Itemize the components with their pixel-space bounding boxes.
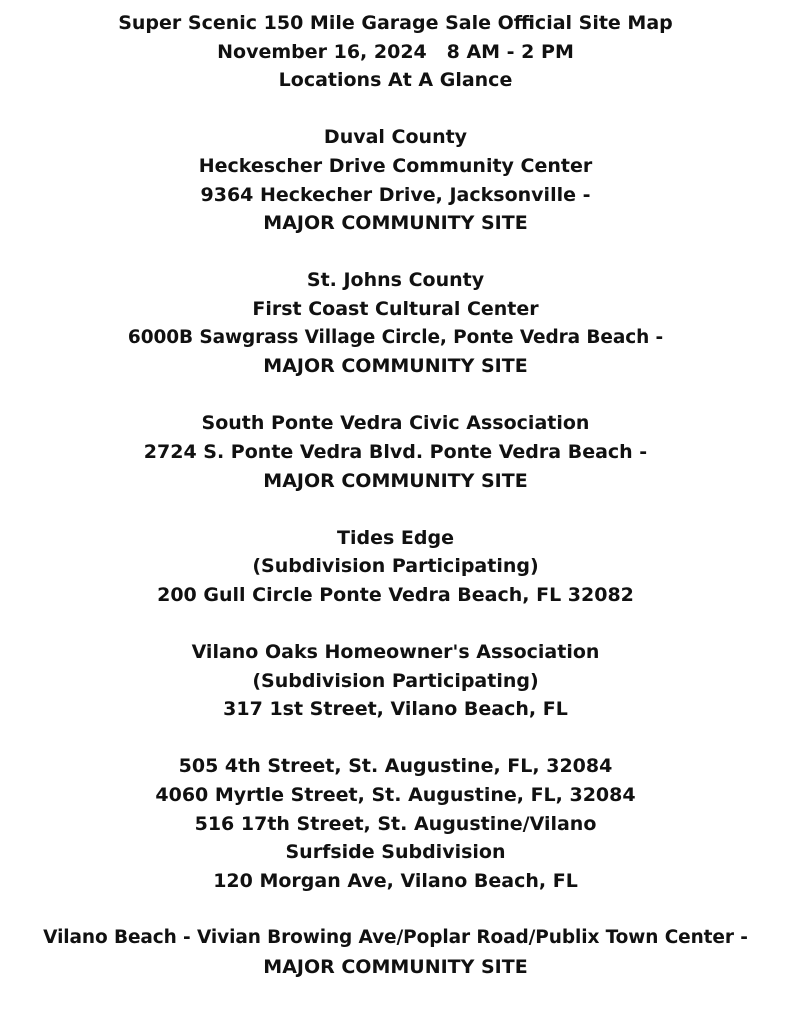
spacer	[0, 381, 791, 410]
site-address: 516 17th Street, St. Augustine/Vilano	[194, 812, 597, 835]
site-address: 6000B Sawgrass Village Circle, Ponte Vedra Beach -	[127, 326, 664, 348]
site-name: Tides Edge	[337, 526, 454, 549]
site-address: 120 Morgan Ave, Vilano Beach, FL	[213, 869, 578, 892]
spacer	[0, 95, 791, 124]
site-tag: MAJOR COMMUNITY SITE	[263, 955, 528, 978]
site-tag: MAJOR COMMUNITY SITE	[263, 469, 528, 492]
spacer	[0, 895, 791, 924]
site-name: Heckescher Drive Community Center	[198, 154, 593, 177]
site-name: South Ponte Vedra Civic Association	[201, 412, 590, 435]
site-note: (Subdivision Participating)	[252, 669, 539, 692]
site-address: 317 1st Street, Vilano Beach, FL	[223, 698, 568, 721]
site-address: Vilano Beach - Vivian Browing Ave/Poplar Road/Publix Town Center -	[43, 927, 748, 948]
site-address: 2724 S. Ponte Vedra Blvd. Ponte Vedra Beach -	[143, 440, 648, 463]
site-name: Surfside Subdivision	[285, 841, 506, 864]
site-name: Vilano Oaks Homeowner's Association	[191, 641, 600, 664]
site-address: 4060 Myrtle Street, St. Augustine, FL, 32084	[155, 784, 636, 807]
site-name: First Coast Cultural Center	[252, 297, 539, 320]
event-date-time: November 16, 2024 8 AM - 2 PM	[217, 40, 574, 63]
document-page	[0, 9, 791, 981]
site-address: 9364 Heckecher Drive, Jacksonville -	[200, 183, 591, 206]
county-heading-st-johns: St. Johns County	[306, 269, 485, 292]
site-tag: MAJOR COMMUNITY SITE	[263, 212, 528, 235]
spacer	[0, 609, 791, 638]
site-address: 505 4th Street, St. Augustine, FL, 32084	[178, 755, 613, 778]
site-note: (Subdivision Participating)	[252, 555, 539, 578]
site-address: 200 Gull Circle Ponte Vedra Beach, FL 32082	[157, 583, 634, 606]
spacer	[0, 238, 791, 267]
document-title: Super Scenic 150 Mile Garage Sale Official Site Map	[118, 12, 673, 34]
site-tag: MAJOR COMMUNITY SITE	[263, 355, 528, 378]
document-subtitle: Locations At A Glance	[278, 69, 513, 92]
county-heading-duval: Duval County	[323, 126, 468, 149]
spacer	[0, 495, 791, 524]
spacer	[0, 724, 791, 753]
